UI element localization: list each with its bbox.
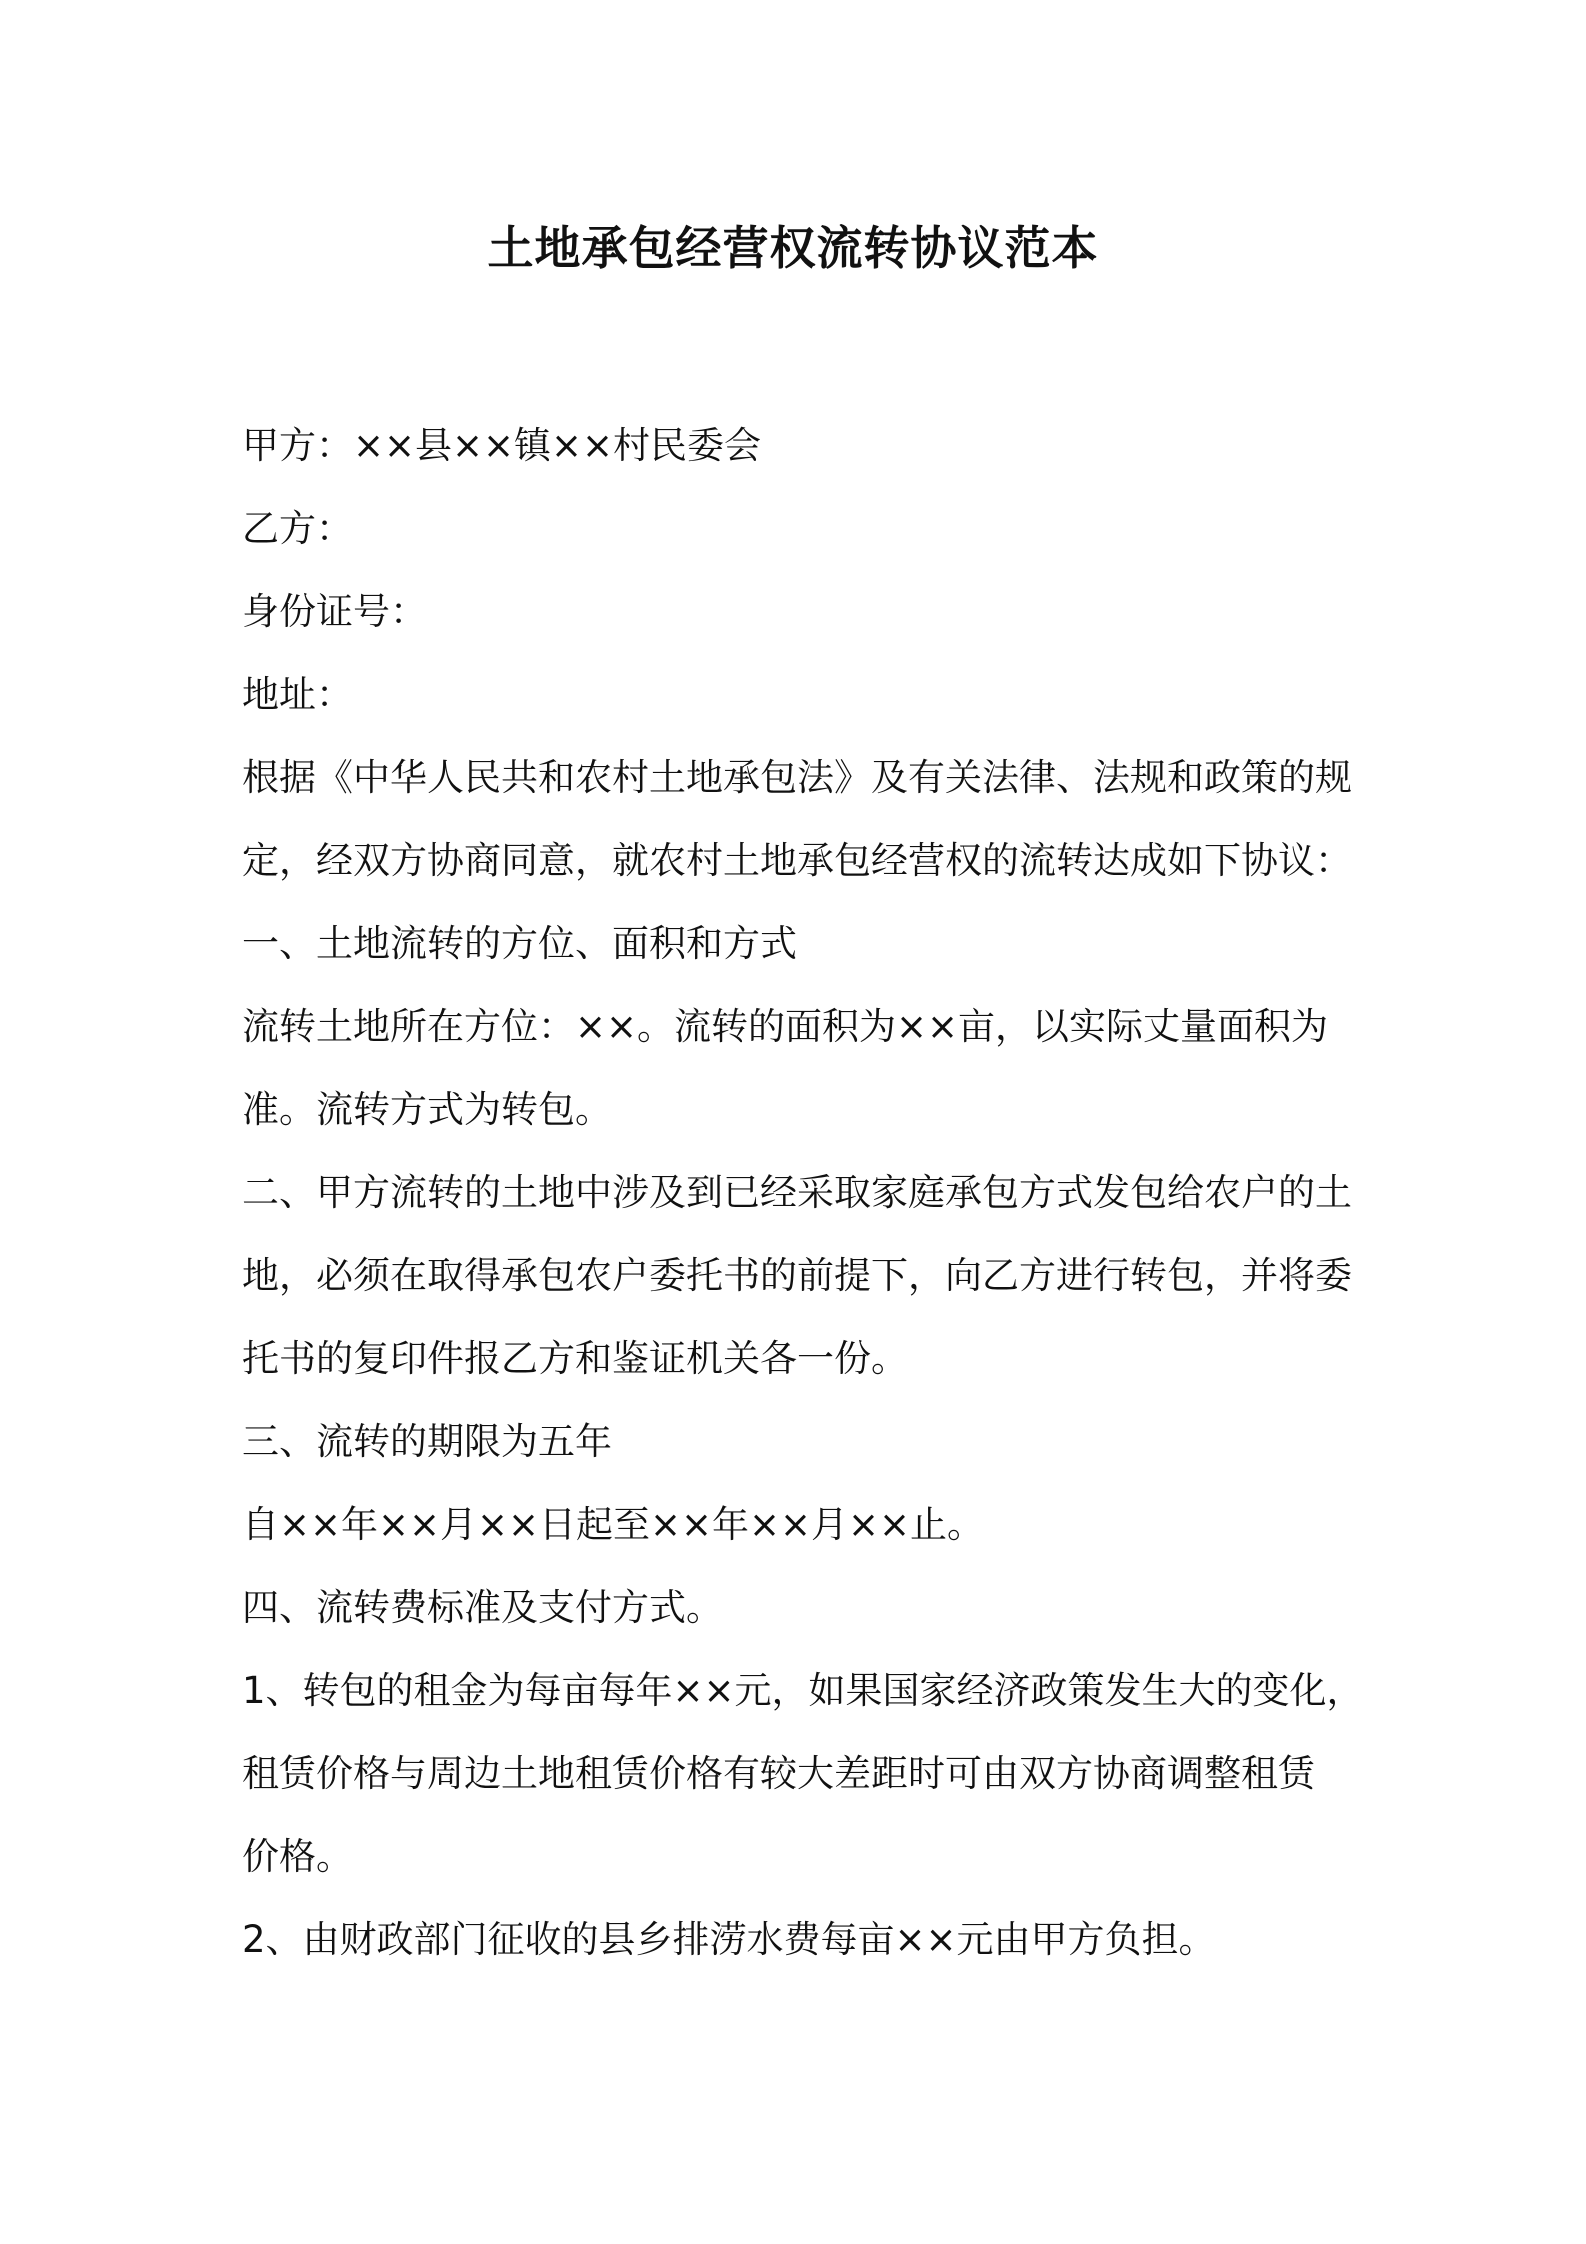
section-2-text-2: 地，必须在取得承包农户委托书的前提下，向乙方进行转包，并将委 xyxy=(242,1254,1352,1297)
section-3-text: 自××年××月××日起至××年××月××止。 xyxy=(242,1503,985,1546)
document-body xyxy=(242,404,1362,1981)
section-2-text-3: 托书的复印件报乙方和鉴证机关各一份。 xyxy=(242,1337,908,1380)
party-b-line: 乙方： xyxy=(242,507,353,550)
clause-1-text-3: 价格。 xyxy=(242,1835,353,1878)
clause-2-text: 2、由财政部门征收的县乡排涝水费每亩××元由甲方负担。 xyxy=(242,1918,1216,1961)
party-a-line: 甲方：××县××镇××村民委会 xyxy=(242,424,762,467)
section-3-heading: 三、流转的期限为五年 xyxy=(242,1420,612,1463)
section-1-text-1: 流转土地所在方位：××。流转的面积为××亩，以实际丈量面积为 xyxy=(242,1005,1329,1048)
section-4-heading: 四、流转费标准及支付方式。 xyxy=(242,1586,723,1629)
clause-1-text-2: 租赁价格与周边土地租赁价格有较大差距时可由双方协商调整租赁 xyxy=(242,1752,1315,1795)
preamble-line-2: 定，经双方协商同意，就农村土地承包经营权的流转达成如下协议： xyxy=(242,839,1352,882)
document-title: 土地承包经营权流转协议范本 xyxy=(487,221,1099,275)
preamble-line-1: 根据《中华人民共和农村土地承包法》及有关法律、法规和政策的规 xyxy=(242,756,1352,799)
id-number-line: 身份证号： xyxy=(242,590,427,633)
clause-1-text-1: 1、转包的租金为每亩每年××元，如果国家经济政策发生大的变化， xyxy=(242,1669,1364,1712)
section-2-text-1: 二、甲方流转的土地中涉及到已经采取家庭承包方式发包给农户的土 xyxy=(242,1171,1352,1214)
address-line: 地址： xyxy=(242,673,353,716)
section-1-heading: 一、土地流转的方位、面积和方式 xyxy=(242,922,797,965)
section-1-text-2: 准。流转方式为转包。 xyxy=(242,1088,612,1131)
